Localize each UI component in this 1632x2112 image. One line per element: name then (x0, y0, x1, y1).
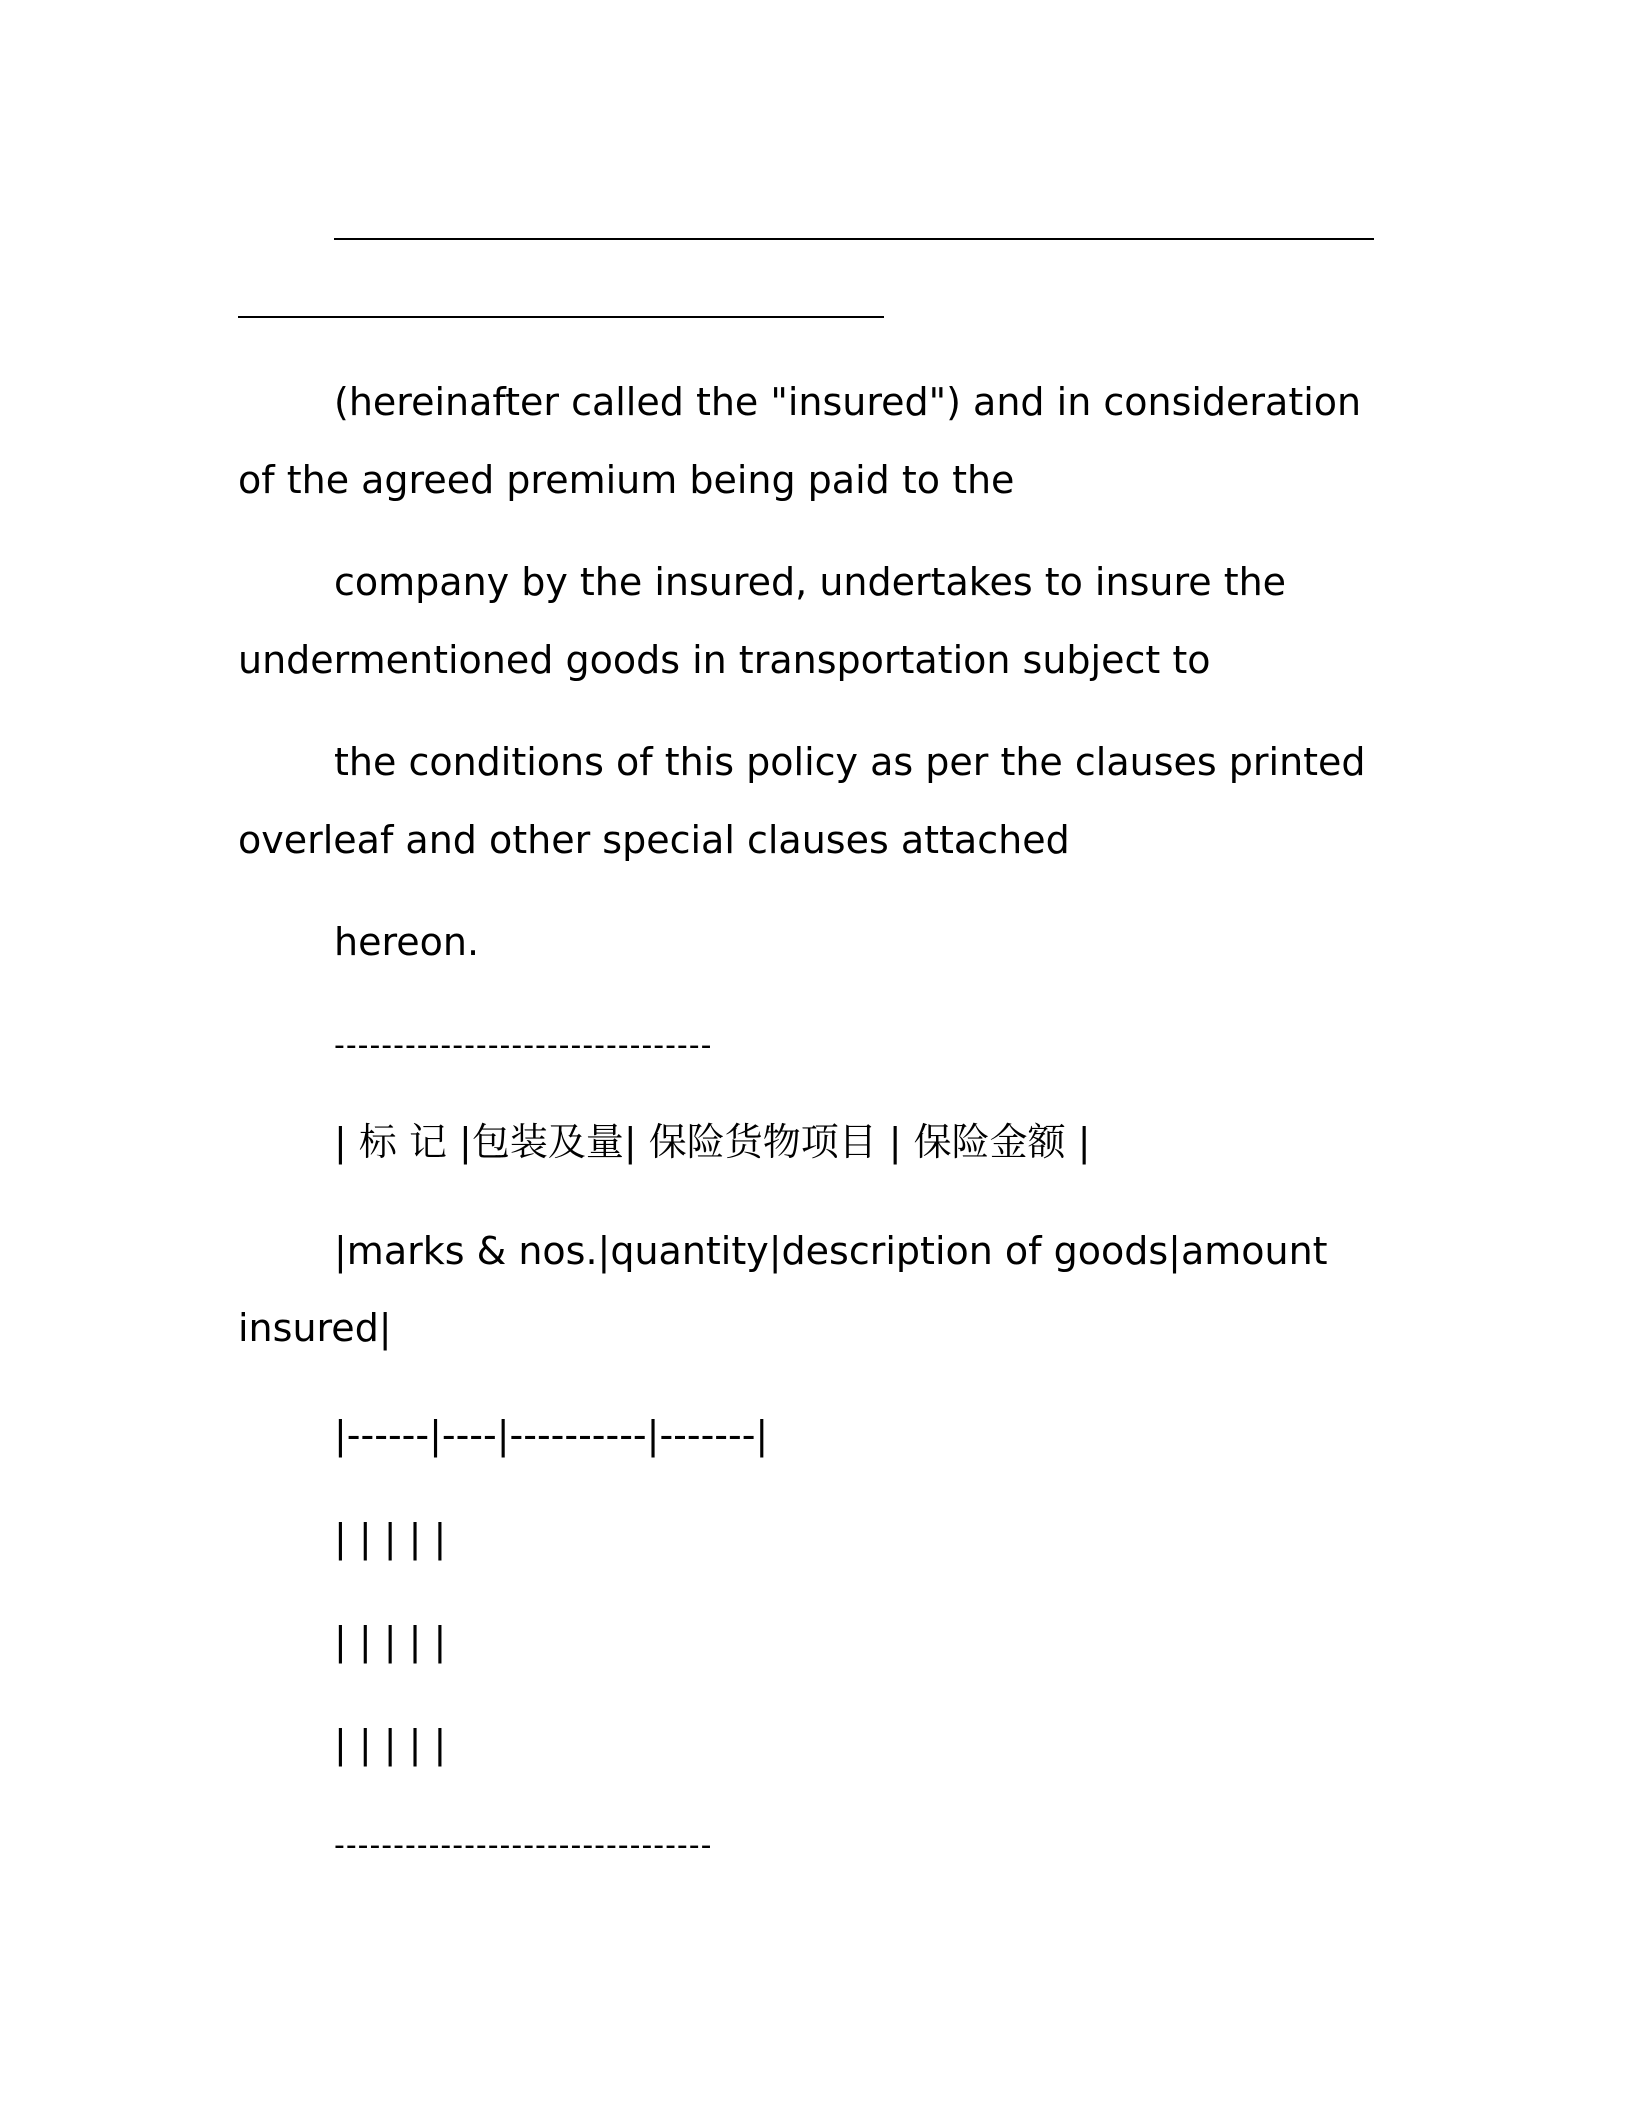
hereon-line: hereon. (334, 920, 480, 964)
table-separator: |------|----|----------|-------| (334, 1413, 769, 1457)
fill-in-line-1 (334, 238, 1374, 240)
table-bottom-border: -------------------------------- (334, 1828, 713, 1863)
table-row: | | | | | (334, 1722, 447, 1766)
table-top-border: -------------------------------- (334, 1028, 713, 1063)
table-header-english-continued: insured| (238, 1306, 392, 1350)
fill-in-line-2 (238, 316, 884, 318)
conditions-clause-paragraph: the conditions of this policy as per the clauses printed overleaf and other special clauses attached (238, 740, 1366, 862)
table-header-english: |marks & nos.|quantity|description of goods|amount (334, 1229, 1328, 1273)
insured-clause-paragraph: (hereinafter called the "insured") and in consideration of the agreed premium being paid to the (238, 380, 1362, 502)
table-header-chinese: | 标 记 |包装及量| 保险货物项目 | 保险金额 | (334, 1120, 1091, 1164)
table-row: | | | | | (334, 1516, 447, 1560)
table-row: | | | | | (334, 1619, 447, 1663)
company-clause-paragraph: company by the insured, undertakes to insure the undermentioned goods in transportation subject to (238, 560, 1287, 682)
